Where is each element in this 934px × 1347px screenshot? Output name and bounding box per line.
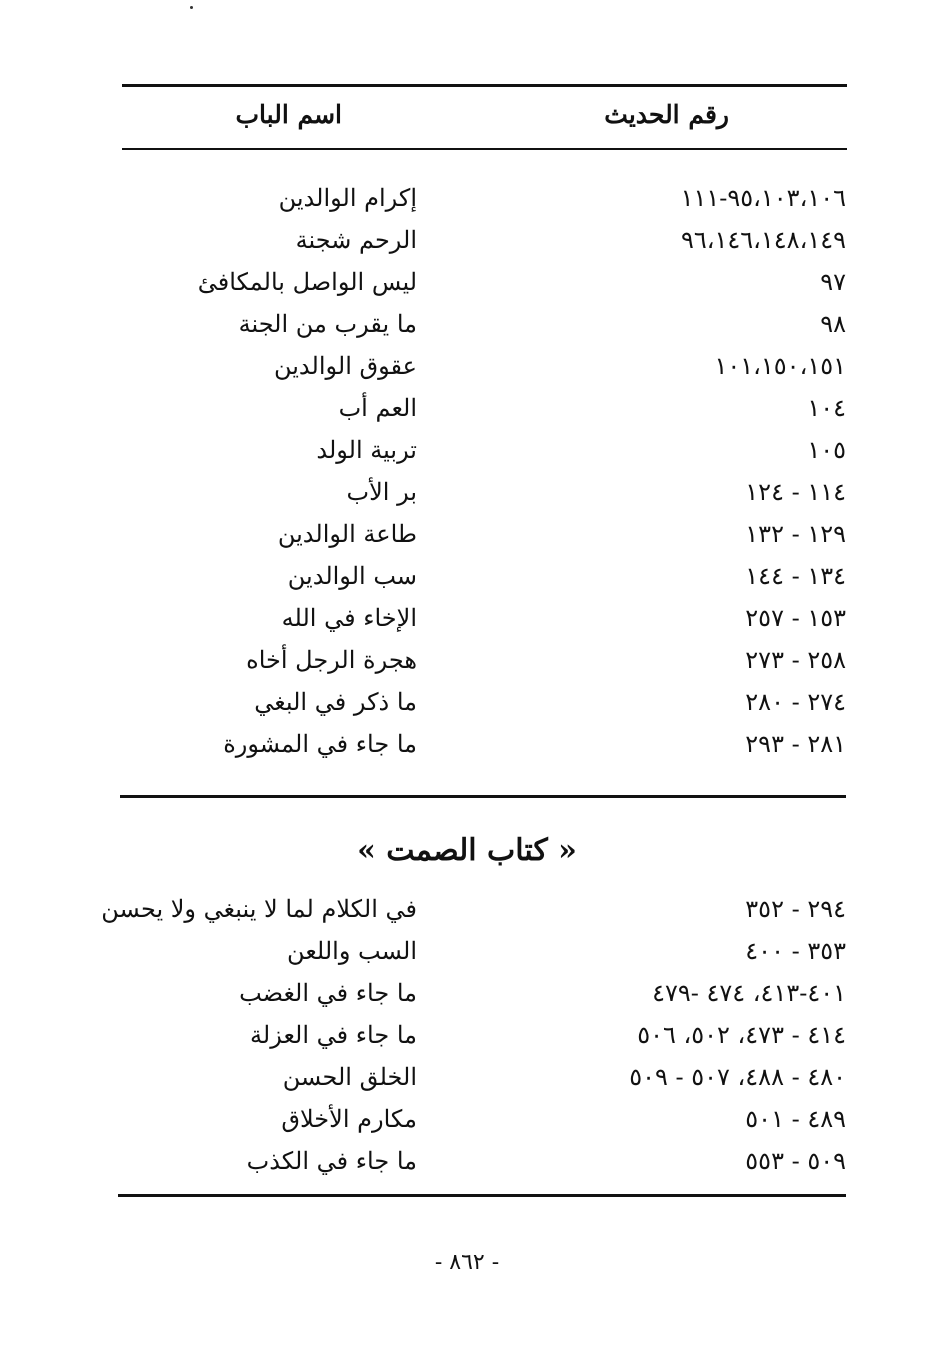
table-row — [0, 219, 934, 261]
index-table-section-2 — [0, 888, 934, 1182]
hadith-number: ٩٧ — [820, 268, 846, 296]
table-row — [0, 261, 934, 303]
chapter-name: ما يقرب من الجنة — [238, 310, 417, 338]
chapter-name: ما جاء في الكذب — [246, 1147, 417, 1175]
table-row — [0, 345, 934, 387]
table-row — [0, 681, 934, 723]
table-row — [0, 387, 934, 429]
table-row — [0, 429, 934, 471]
hadith-number: ١٥٣ - ٢٥٧ — [745, 604, 846, 632]
hadith-number: ١١٤ - ١٢٤ — [745, 478, 846, 506]
table-row — [0, 471, 934, 513]
chapter-name: إكرام الوالدين — [278, 184, 417, 212]
chapter-name: عقوق الوالدين — [273, 352, 417, 380]
table-row — [0, 888, 934, 930]
table-row — [0, 303, 934, 345]
index-table-section-1 — [0, 177, 934, 765]
table-row — [0, 1014, 934, 1056]
chapter-name: تربية الولد — [316, 436, 417, 464]
table-row — [0, 972, 934, 1014]
header-rule — [122, 148, 847, 150]
chapter-name: ما ذكر في البغي — [254, 688, 417, 716]
table-row — [0, 1098, 934, 1140]
table-row — [0, 1056, 934, 1098]
chapter-name: الخلق الحسن — [282, 1063, 417, 1091]
hadith-number: ٩٦،١٤٦،١٤٨،١٤٩ — [680, 226, 846, 254]
chapter-name: هجرة الرجل أخاه — [246, 646, 417, 674]
hadith-number: ١٣٤ - ١٤٤ — [745, 562, 846, 590]
hadith-number: ٤٨٠ - ٤٨٨، ٥٠٧ - ٥٠٩ — [629, 1063, 846, 1091]
hadith-number: ٢٥٨ - ٢٧٣ — [745, 646, 846, 674]
hadith-number: ٢٨١ - ٢٩٣ — [745, 730, 846, 758]
hadith-number: ٤١٤ - ٤٧٣، ٥٠٢، ٥٠٦ — [637, 1021, 846, 1049]
hadith-number: ١٠٤ — [807, 394, 846, 422]
hadith-number: ١٠٥ — [807, 436, 846, 464]
table-row — [0, 555, 934, 597]
bottom-rule — [118, 1194, 846, 1197]
chapter-name: مكارم الأخلاق — [281, 1105, 417, 1133]
top-rule — [122, 84, 847, 87]
hadith-number: ٩٨ — [820, 310, 846, 338]
hadith-number: ٢٩٤ - ٣٥٢ — [745, 895, 846, 923]
chapter-name: ما جاء في العزلة — [250, 1021, 417, 1049]
chapter-name: ما جاء في المشورة — [223, 730, 417, 758]
chapter-name: الإخاء في الله — [281, 604, 417, 632]
hadith-number: ١٢٩ - ١٣٢ — [745, 520, 846, 548]
chapter-name: ما جاء في الغضب — [239, 979, 417, 1007]
section-title: « كتاب الصمت » — [357, 833, 577, 868]
table-row — [0, 177, 934, 219]
table-row — [0, 723, 934, 765]
hadith-number: ٣٥٣ - ٤٠٠ — [745, 937, 846, 965]
hadith-number: ٩٥،١٠٣،١٠٦-١١١ — [680, 184, 846, 212]
section-divider-rule — [120, 795, 846, 798]
chapter-name: الرحم شجنة — [295, 226, 417, 254]
chapter-name: ليس الواصل بالمكافئ — [197, 268, 417, 296]
chapter-name: السب واللعن — [287, 937, 417, 965]
hadith-number: ٤٨٩ - ٥٠١ — [745, 1105, 846, 1133]
table-row — [0, 597, 934, 639]
chapter-name: العم أب — [338, 394, 417, 422]
table-row — [0, 513, 934, 555]
column-header-number: رقم الحديث — [604, 100, 729, 129]
table-row — [0, 1140, 934, 1182]
chapter-name: سب الوالدين — [287, 562, 417, 590]
hadith-number: ٢٧٤ - ٢٨٠ — [745, 688, 846, 716]
hadith-number: ١٠١،١٥٠،١٥١ — [714, 352, 846, 380]
chapter-name: طاعة الوالدين — [277, 520, 417, 548]
page-number: - ٨٦٢ - — [434, 1250, 500, 1275]
hadith-number: ٤٠١-٤١٣، ٤٧٤ -٤٧٩ — [652, 979, 846, 1007]
speck-mark — [190, 6, 193, 9]
table-row — [0, 639, 934, 681]
table-row — [0, 930, 934, 972]
hadith-number: ٥٠٩ - ٥٥٣ — [745, 1147, 846, 1175]
column-header-chapter: اسم الباب — [235, 100, 342, 129]
chapter-name: في الكلام لما لا ينبغي ولا يحسن — [101, 895, 417, 923]
chapter-name: بر الأب — [346, 478, 417, 506]
